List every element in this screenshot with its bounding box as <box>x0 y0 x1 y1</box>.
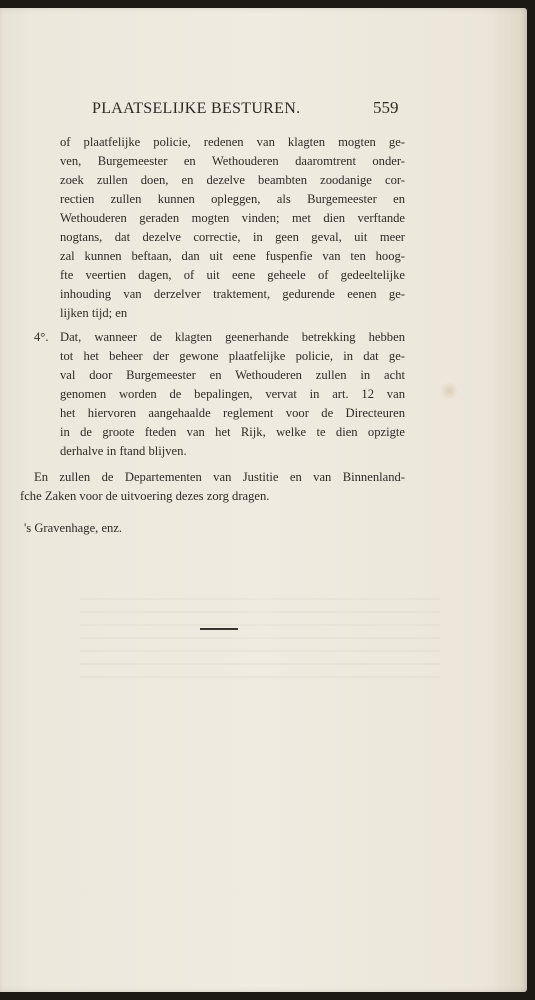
text-line: nogtans, dat dezelve correctie, in geen geval, uit meer <box>60 230 405 244</box>
item-number: 4°. <box>34 330 49 344</box>
text-line: En zullen de Departementen van Justitie en van Binnenland- <box>34 470 405 484</box>
text-line: het hiervoren aangehaalde reglement voor de Directeuren <box>60 406 405 420</box>
text-line: of plaatfelijke policie, redenen van klagten mogten ge- <box>60 135 405 149</box>
show-through-texture <box>80 598 440 688</box>
text-line: zal kunnen beftaan, dan uit eene fuspenfie van ten hoog- <box>60 249 405 263</box>
text-line: inhouding van derzelver traktement, gedurende eenen ge- <box>60 287 405 301</box>
end-rule <box>200 628 238 630</box>
place-line: 's Gravenhage, enz. <box>24 521 123 535</box>
text-line: Dat, wanneer de klagten geenerhande betrekking hebben <box>60 330 405 344</box>
text-line: genomen worden de bepalingen, vervat in art. 12 van <box>60 387 405 401</box>
book-page <box>0 8 527 992</box>
text-line: ven, Burgemeester en Wethouderen daaromtrent onder- <box>60 154 405 168</box>
text-line: rectien zullen kunnen opleggen, als Burgemeester en <box>60 192 405 206</box>
running-title: PLAATSELIJKE BESTUREN. <box>92 100 301 117</box>
text-line: in de groote fteden van het Rijk, welke te dien opzigte <box>60 425 405 439</box>
text-line: tot het beheer der gewone plaatfelijke policie, in dat ge- <box>60 349 405 363</box>
page-number: 559 <box>373 98 399 117</box>
text-line: derhalve in ftand blijven. <box>60 444 187 458</box>
text-line: val door Burgemeester en Wethouderen zullen in acht <box>60 368 405 382</box>
text-line: Wethouderen geraden mogten vinden; met dien verftande <box>60 211 405 225</box>
foxing-spot <box>440 382 458 400</box>
text-line: zoek zullen doen, en dezelve beambten zoodanige cor- <box>60 173 405 187</box>
text-line: lijken tijd; en <box>60 306 128 320</box>
text-line: fche Zaken voor de uitvoering dezes zorg dragen. <box>20 489 270 503</box>
text-line: fte veertien dagen, of uit eene geheele of gedeeltelijke <box>60 268 405 282</box>
